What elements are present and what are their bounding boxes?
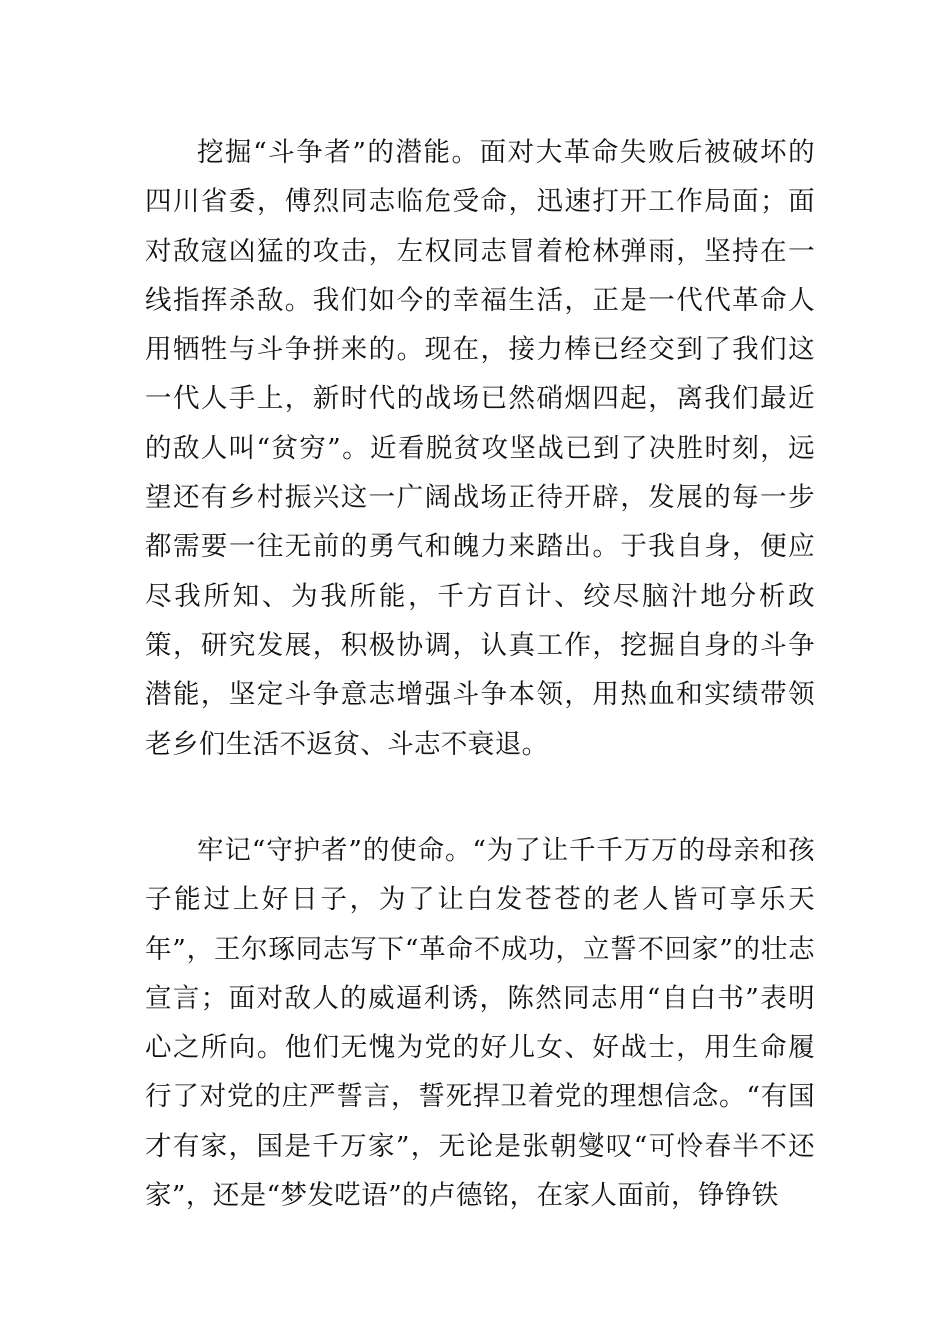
paragraph-guardian-mission: 牢记“守护者”的使命。“为了让千千万万的母亲和孩子能过上好日子，为了让白发苍苍的老人皆可享乐天年”，王尔琢同志写下“革命不成功，立誓不回家”的壮志宣言；面对敌人的威逼利诱，陈然同志用“自白书”表明心之所向。他们无愧为党的好儿女、好战士，用生命履行了对党的庄严誓言，誓死捍卫着党的理想信念。“有国才有家，国是千万家”，无论是张朝燮叹“可怜春半不还家”，还是“梦发呓语”的卢德铭，在家人面前，铮铮铁: [145, 835, 815, 1212]
paragraph-struggler-potential: 挖掘“斗争者”的潜能。面对大革命失败后被破坏的四川省委，傅烈同志临危受命，迅速打开工作局面；面对敌寇凶猛的攻击，左权同志冒着枪林弹雨，坚持在一线指挥杀敌。我们如今的幸福生活，正是一代代革命人用牺牲与斗争拼来的。现在，接力棒已经交到了我们这一代人手上，新时代的战场已然硝烟四起，离我们最近的敌人叫“贫穷”。近看脱贫攻坚战已到了决胜时刻，远望还有乡村振兴这一广阔战场正待开辟，发展的每一步都需要一往无前的勇气和魄力来踏出。于我自身，便应尽我所知、为我所能，千方百计、绞尽脑汁地分析政策，研究发展，积极协调，认真工作，挖掘自身的斗争潜能，坚定斗争意志增强斗争本领，用热血和实绩带领老乡们生活不返贫、斗志不衰退。: [145, 137, 815, 760]
